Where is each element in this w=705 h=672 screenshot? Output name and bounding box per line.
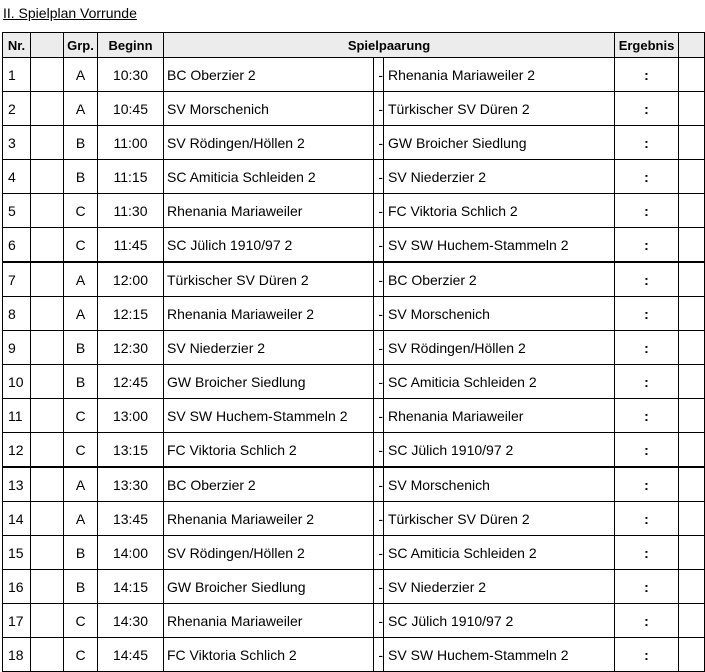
cell-dash: - [374,331,384,365]
cell-nr: 4 [3,160,31,194]
cell-dash: - [374,194,384,228]
cell-home-team: SV Rödingen/Höllen 2 [164,126,374,160]
cell-dash: - [374,502,384,536]
cell-nr: 12 [3,433,31,468]
cell-extra [679,638,705,672]
cell-blank [31,365,64,399]
cell-extra [679,92,705,126]
cell-home-team: FC Viktoria Schlich 2 [164,638,374,672]
table-row [3,399,705,433]
cell-group: B [64,126,98,160]
cell-nr: 1 [3,58,31,92]
cell-dash: - [374,228,384,263]
cell-blank [31,399,64,433]
cell-away-team: SV SW Huchem-Stammeln 2 [384,638,615,672]
cell-away-team: SV Niederzier 2 [384,570,615,604]
cell-group: A [64,297,98,331]
cell-beginn: 13:15 [98,433,164,468]
cell-group: C [64,433,98,468]
cell-dash: - [374,58,384,92]
table-row [3,638,705,672]
cell-result: : [615,604,679,638]
cell-extra [679,228,705,263]
cell-home-team: Rhenania Mariaweiler 2 [164,297,374,331]
cell-result: : [615,467,679,502]
cell-result: : [615,536,679,570]
cell-beginn: 12:45 [98,365,164,399]
cell-nr: 7 [3,262,31,297]
cell-away-team: Rhenania Mariaweiler 2 [384,58,615,92]
cell-away-team: FC Viktoria Schlich 2 [384,194,615,228]
cell-result: : [615,399,679,433]
schedule-table [2,32,705,672]
cell-extra [679,126,705,160]
cell-blank [31,570,64,604]
cell-blank [31,331,64,365]
table-row [3,331,705,365]
cell-extra [679,502,705,536]
cell-away-team: SC Amiticia Schleiden 2 [384,536,615,570]
header-extra [679,33,705,58]
cell-nr: 11 [3,399,31,433]
cell-dash: - [374,638,384,672]
table-row [3,262,705,297]
cell-dash: - [374,126,384,160]
cell-beginn: 10:30 [98,58,164,92]
cell-dash: - [374,467,384,502]
table-row [3,467,705,502]
cell-extra [679,194,705,228]
cell-result: : [615,331,679,365]
cell-away-team: GW Broicher Siedlung [384,126,615,160]
cell-beginn: 14:15 [98,570,164,604]
cell-nr: 16 [3,570,31,604]
cell-extra [679,399,705,433]
header-blank [31,33,64,58]
cell-nr: 2 [3,92,31,126]
cell-nr: 13 [3,467,31,502]
cell-blank [31,160,64,194]
cell-dash: - [374,92,384,126]
header-grp: Grp. [64,33,98,58]
cell-away-team: Türkischer SV Düren 2 [384,92,615,126]
cell-nr: 15 [3,536,31,570]
cell-nr: 18 [3,638,31,672]
cell-away-team: SV Niederzier 2 [384,160,615,194]
cell-dash: - [374,399,384,433]
cell-extra [679,604,705,638]
cell-home-team: SV Rödingen/Höllen 2 [164,536,374,570]
cell-home-team: Rhenania Mariaweiler [164,604,374,638]
cell-group: B [64,570,98,604]
header-beginn: Beginn [98,33,164,58]
cell-blank [31,194,64,228]
cell-away-team: BC Oberzier 2 [384,262,615,297]
table-row [3,433,705,468]
cell-extra [679,160,705,194]
cell-extra [679,58,705,92]
cell-away-team: SV Morschenich [384,467,615,502]
cell-result: : [615,365,679,399]
cell-group: C [64,194,98,228]
cell-group: A [64,502,98,536]
cell-group: B [64,536,98,570]
cell-home-team: GW Broicher Siedlung [164,570,374,604]
header-nr: Nr. [3,33,31,58]
cell-away-team: Rhenania Mariaweiler [384,399,615,433]
cell-result: : [615,58,679,92]
cell-home-team: BC Oberzier 2 [164,467,374,502]
cell-blank [31,536,64,570]
cell-result: : [615,502,679,536]
schedule-body [3,58,705,672]
cell-extra [679,262,705,297]
table-row [3,297,705,331]
cell-away-team: Türkischer SV Düren 2 [384,502,615,536]
cell-blank [31,433,64,468]
cell-result: : [615,92,679,126]
cell-away-team: SC Amiticia Schleiden 2 [384,365,615,399]
header-row [3,33,705,58]
cell-blank [31,228,64,263]
cell-group: B [64,331,98,365]
cell-blank [31,604,64,638]
cell-beginn: 11:30 [98,194,164,228]
cell-dash: - [374,433,384,468]
cell-away-team: SV Morschenich [384,297,615,331]
cell-nr: 5 [3,194,31,228]
table-row [3,194,705,228]
cell-home-team: Rhenania Mariaweiler [164,194,374,228]
cell-extra [679,365,705,399]
table-row [3,228,705,263]
table-row [3,126,705,160]
cell-home-team: SC Jülich 1910/97 2 [164,228,374,263]
cell-beginn: 12:00 [98,262,164,297]
cell-home-team: SC Amiticia Schleiden 2 [164,160,374,194]
cell-home-team: SV Niederzier 2 [164,331,374,365]
cell-dash: - [374,262,384,297]
cell-home-team: Rhenania Mariaweiler 2 [164,502,374,536]
table-row [3,365,705,399]
cell-away-team: SV Rödingen/Höllen 2 [384,331,615,365]
cell-blank [31,467,64,502]
cell-blank [31,262,64,297]
cell-extra [679,331,705,365]
cell-beginn: 14:45 [98,638,164,672]
cell-extra [679,467,705,502]
cell-result: : [615,638,679,672]
cell-group: C [64,399,98,433]
cell-result: : [615,126,679,160]
cell-extra [679,433,705,468]
cell-beginn: 11:45 [98,228,164,263]
cell-dash: - [374,297,384,331]
cell-home-team: Türkischer SV Düren 2 [164,262,374,297]
table-row [3,536,705,570]
cell-home-team: GW Broicher Siedlung [164,365,374,399]
page-title: II. Spielplan Vorrunde [3,5,137,21]
cell-nr: 10 [3,365,31,399]
table-row [3,160,705,194]
cell-blank [31,126,64,160]
cell-result: : [615,433,679,468]
header-ergebnis: Ergebnis [615,33,679,58]
cell-dash: - [374,570,384,604]
cell-dash: - [374,604,384,638]
cell-home-team: BC Oberzier 2 [164,58,374,92]
cell-home-team: SV SW Huchem-Stammeln 2 [164,399,374,433]
cell-away-team: SC Jülich 1910/97 2 [384,433,615,468]
cell-beginn: 11:00 [98,126,164,160]
cell-blank [31,502,64,536]
cell-blank [31,92,64,126]
cell-blank [31,58,64,92]
cell-beginn: 12:15 [98,297,164,331]
cell-home-team: FC Viktoria Schlich 2 [164,433,374,468]
cell-extra [679,570,705,604]
cell-nr: 8 [3,297,31,331]
cell-beginn: 11:15 [98,160,164,194]
table-row [3,92,705,126]
table-row [3,604,705,638]
cell-result: : [615,262,679,297]
cell-extra [679,536,705,570]
cell-group: A [64,58,98,92]
table-row [3,58,705,92]
cell-away-team: SV SW Huchem-Stammeln 2 [384,228,615,263]
cell-beginn: 13:30 [98,467,164,502]
cell-nr: 17 [3,604,31,638]
cell-blank [31,638,64,672]
cell-result: : [615,194,679,228]
cell-dash: - [374,536,384,570]
table-row [3,502,705,536]
header-spielpaarung: Spielpaarung [164,33,615,58]
cell-group: A [64,262,98,297]
cell-group: C [64,638,98,672]
cell-nr: 6 [3,228,31,263]
cell-group: A [64,467,98,502]
cell-group: A [64,92,98,126]
cell-result: : [615,228,679,263]
cell-beginn: 13:45 [98,502,164,536]
cell-group: C [64,604,98,638]
cell-group: B [64,365,98,399]
cell-result: : [615,160,679,194]
cell-blank [31,297,64,331]
cell-nr: 9 [3,331,31,365]
cell-group: C [64,228,98,263]
cell-result: : [615,297,679,331]
cell-extra [679,297,705,331]
cell-nr: 14 [3,502,31,536]
cell-away-team: SC Jülich 1910/97 2 [384,604,615,638]
cell-dash: - [374,365,384,399]
cell-beginn: 14:30 [98,604,164,638]
cell-beginn: 13:00 [98,399,164,433]
cell-result: : [615,570,679,604]
cell-group: B [64,160,98,194]
cell-nr: 3 [3,126,31,160]
cell-beginn: 10:45 [98,92,164,126]
cell-dash: - [374,160,384,194]
cell-home-team: SV Morschenich [164,92,374,126]
table-row [3,570,705,604]
cell-beginn: 12:30 [98,331,164,365]
cell-beginn: 14:00 [98,536,164,570]
